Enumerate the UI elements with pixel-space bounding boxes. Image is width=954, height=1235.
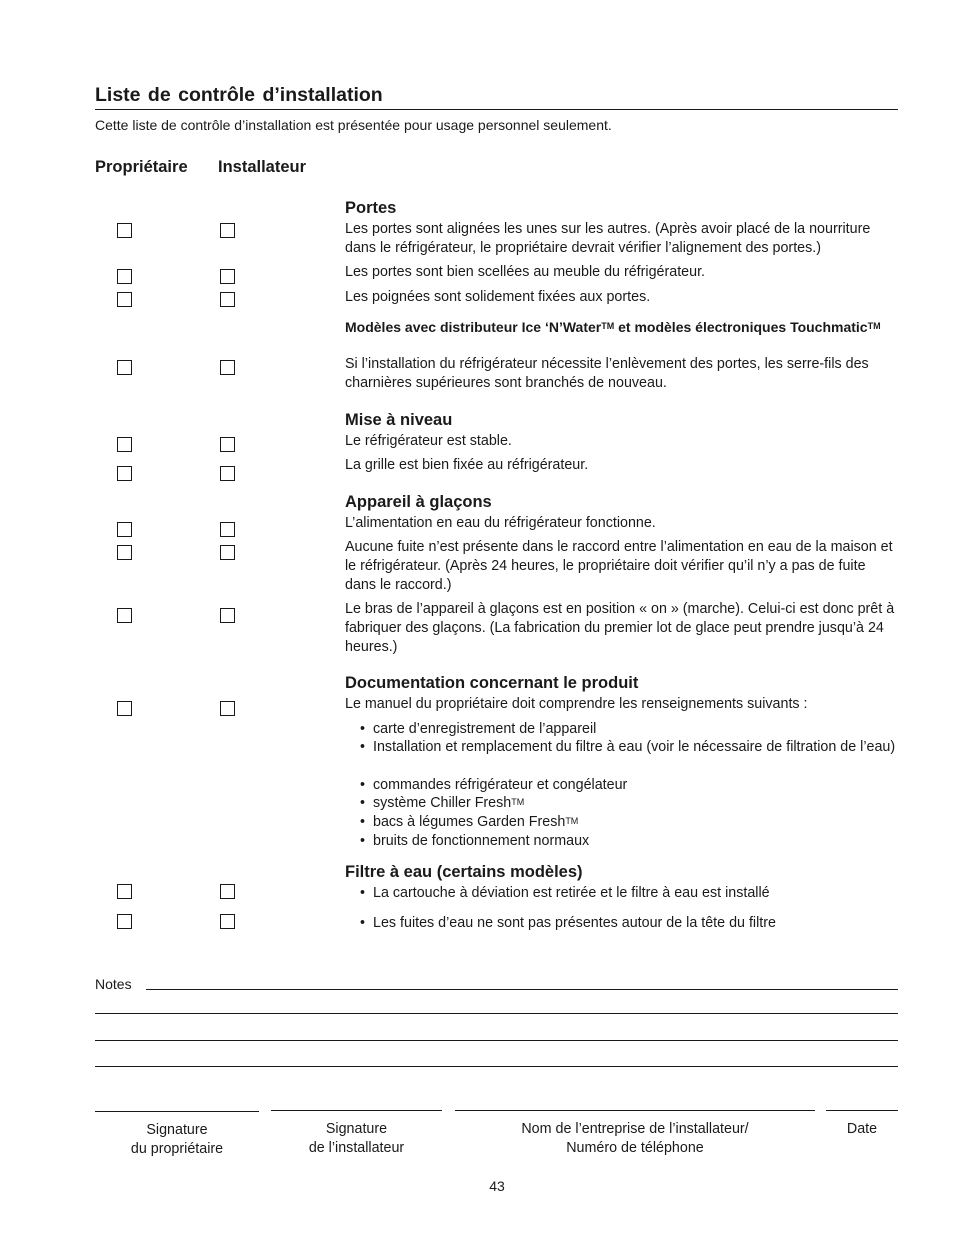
filter-installed-text: • La cartouche à déviation est retirée et le filtre à eau est installé — [360, 885, 770, 901]
intro-text: Cette liste de contrôle d’installation est présentée pour usage personnel seulement. — [95, 117, 612, 133]
company-phone-label: Nom de l’entreprise de l’installateur/ Numéro de téléphone — [521, 1121, 749, 1156]
no-leak-text: Aucune fuite n’est présente dans le raccord entre l’alimentation en eau de la maison et le réfrigérateur. (Après 24 heures, le propriétaire doit vérifier qu’il n’y a pas de fuite dans le raccord.) — [345, 539, 893, 593]
installer-checkbox-water-supply[interactable] — [220, 522, 235, 537]
owner-checkbox-filter-installed[interactable] — [117, 884, 132, 899]
page-number: 43 — [489, 1178, 505, 1194]
filter-no-leak-text: • Les fuites d’eau ne sont pas présentes autour de la tête du filtre — [360, 915, 776, 931]
hinge-wires-text: Si l’installation du réfrigérateur nécessite l’enlèvement des portes, les serre-fils des charnières supérieures sont branchés de nouveau. — [345, 356, 869, 391]
list-item: • bacs à légumes Garden Fresh™ — [360, 814, 579, 830]
list-item: • Installation et remplacement du filtre à eau (voir le nécessaire de filtration de l’eau) — [360, 739, 896, 755]
ice-arm-text: Le bras de l’appareil à glaçons est en position « on » (marche). Celui-ci est donc prêt à fabriquer des glaçons. (La fabrication du premier lot de glace peut prendre jusqu’à 24 heures.) — [345, 601, 895, 655]
owner-checkbox-handles-fixed[interactable] — [117, 292, 132, 307]
installer-checkbox-ice-arm[interactable] — [220, 608, 235, 623]
manual-text: Le manuel du propriétaire doit comprendre les renseignements suivants : — [345, 696, 808, 712]
installer-signature-label: Signature de l’installateur — [308, 1121, 405, 1156]
date-label: Date — [846, 1121, 878, 1137]
owner-checkbox-hinge-wires[interactable] — [117, 360, 132, 375]
owner-checkbox-doors-aligned[interactable] — [117, 223, 132, 238]
section-heading-filter: Filtre à eau (certains modèles) — [345, 863, 583, 881]
dispenser-models-subheading: Modèles avec distributeur Ice ‘N’Water™ et modèles électroniques Touchmatic™ — [345, 319, 881, 335]
installer-checkbox-filter-installed[interactable] — [220, 884, 235, 899]
list-item: • carte d’enregistrement de l’appareil — [360, 721, 597, 737]
company-phone-line[interactable] — [455, 1110, 815, 1111]
installer-signature-line[interactable] — [271, 1110, 442, 1111]
owner-signature-label: Signature du propriétaire — [130, 1122, 224, 1157]
list-item: • commandes réfrigérateur et congélateur — [360, 777, 628, 793]
installer-checkbox-hinge-wires[interactable] — [220, 360, 235, 375]
section-heading-documentation: Documentation concernant le produit — [345, 674, 639, 692]
handles-fixed-text: Les poignées sont solidement fixées aux portes. — [345, 289, 651, 305]
doors-sealed-text: Les portes sont bien scellées au meuble du réfrigérateur. — [345, 264, 706, 280]
owner-checkbox-stable[interactable] — [117, 437, 132, 452]
notes-line[interactable] — [95, 1013, 898, 1014]
installer-checkbox-grille[interactable] — [220, 466, 235, 481]
notes-line[interactable] — [95, 1040, 898, 1041]
section-heading-icemaker: Appareil à glaçons — [345, 493, 492, 511]
notes-line[interactable] — [146, 989, 898, 990]
owner-checkbox-filter-no-leak[interactable] — [117, 914, 132, 929]
installer-column-header: Installateur — [218, 158, 307, 176]
owner-checkbox-grille[interactable] — [117, 466, 132, 481]
owner-checkbox-manual[interactable] — [117, 701, 132, 716]
grille-text: La grille est bien fixée au réfrigérateur. — [345, 457, 589, 473]
installer-checkbox-doors-aligned[interactable] — [220, 223, 235, 238]
stable-text: Le réfrigérateur est stable. — [345, 433, 512, 449]
owner-checkbox-doors-sealed[interactable] — [117, 269, 132, 284]
notes-line[interactable] — [95, 1066, 898, 1067]
installer-checkbox-stable[interactable] — [220, 437, 235, 452]
list-item: • bruits de fonctionnement normaux — [360, 833, 590, 849]
owner-signature-line[interactable] — [95, 1111, 259, 1112]
list-item: • système Chiller Fresh™ — [360, 795, 525, 811]
title-rule — [95, 109, 898, 110]
date-line[interactable] — [826, 1110, 898, 1111]
installer-checkbox-doors-sealed[interactable] — [220, 269, 235, 284]
section-heading-doors: Portes — [345, 199, 397, 217]
owner-column-header: Propriétaire — [95, 158, 188, 176]
doors-aligned-text: Les portes sont alignées les unes sur les autres. (Après avoir placé de la nourriture dans le réfrigérateur, le propriétaire devrait vérifier l’alignement des portes.) — [345, 221, 871, 256]
water-supply-text: L’alimentation en eau du réfrigérateur fonctionne. — [345, 515, 656, 531]
owner-checkbox-water-supply[interactable] — [117, 522, 132, 537]
owner-checkbox-ice-arm[interactable] — [117, 608, 132, 623]
installer-checkbox-filter-no-leak[interactable] — [220, 914, 235, 929]
installer-checkbox-manual[interactable] — [220, 701, 235, 716]
page-title: Liste de contrôle d’installation — [95, 84, 383, 106]
section-heading-leveling: Mise à niveau — [345, 411, 453, 429]
owner-checkbox-no-leak[interactable] — [117, 545, 132, 560]
notes-label: Notes — [95, 976, 132, 992]
installer-checkbox-no-leak[interactable] — [220, 545, 235, 560]
installer-checkbox-handles-fixed[interactable] — [220, 292, 235, 307]
